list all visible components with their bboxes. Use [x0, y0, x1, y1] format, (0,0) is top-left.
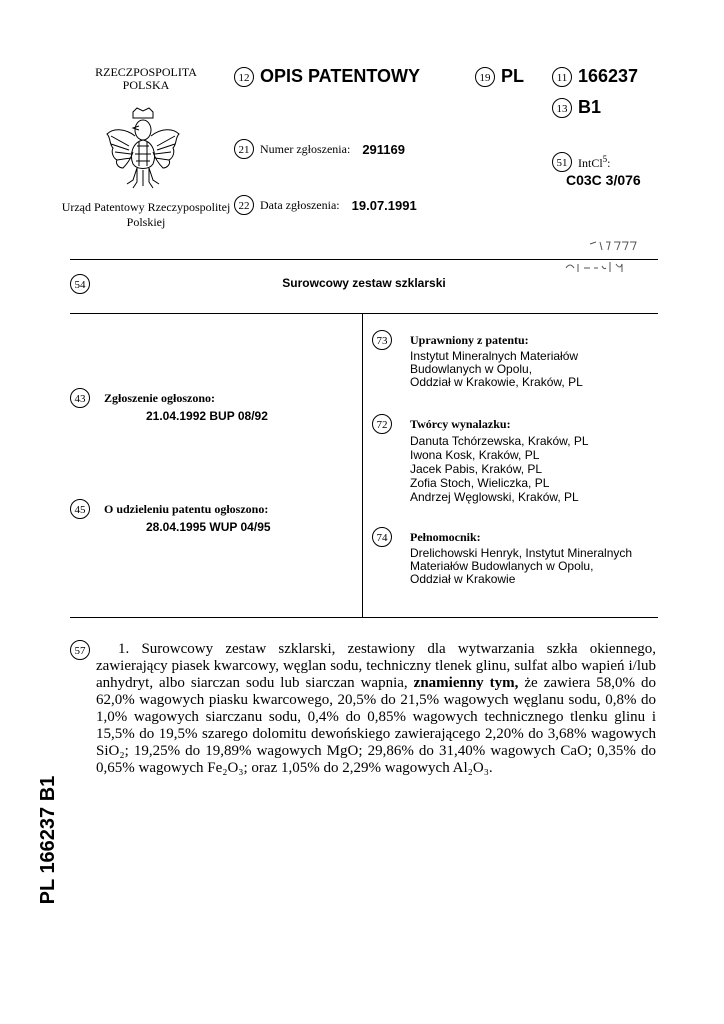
- columns-bottom-rule: [70, 617, 658, 618]
- abstract-characterizing-phrase: znamienny tym,: [413, 675, 519, 691]
- inid-code-22: 22: [234, 195, 254, 215]
- inid-code-54: 54: [70, 274, 90, 294]
- inid-code-73: 73: [372, 330, 392, 350]
- holder-line: Instytut Mineralnych Materiałów: [410, 349, 579, 363]
- inid-code-11: 11: [552, 67, 572, 87]
- abstract-preamble: 1. Surowcowy zestaw szklarski, zestawiony dla wytwarzania szkła okiennego, zawierający piasek kwarcowy, węglan sodu, techniczny tlenek glinu, sulfat albo wapień i/lub anhydryt, albo siarczan sodu lub siarczan wapnia,: [96, 641, 656, 691]
- inventor-item: Iwona Kosk, Kraków, PL: [410, 448, 540, 462]
- int-cl-edition: 5: [602, 153, 608, 164]
- attorney-line: Drelichowski Henryk, Instytut Mineralnych: [410, 546, 633, 560]
- polish-eagle-emblem: [103, 106, 183, 192]
- int-cl-value: C03C 3/076: [566, 172, 641, 188]
- application-number-row: [234, 139, 405, 159]
- column-divider: [362, 313, 363, 617]
- attorney-line: Materiałów Budowlanych w Opolu,: [410, 559, 594, 573]
- country-code: PL: [501, 66, 525, 86]
- inventor-item: Andrzej Węglowski, Kraków, PL: [410, 490, 579, 504]
- abstract-claim-body: że zawiera 58,0% do 62,0% wagowych piasku kwarcowego, 20,5% do 21,5% wagowych węglanu sodu, 0,8% do 1,0% wagowych siarczanu sodu, 0,4% do 0,85% wagowych technicznego tlenku glinu i 15,5% do 19,5% szarego dolomitu dewońskiego zawierającego 2,20% do 3,68% wagowych SiO₂; 19,25% do 19,89% wagowych MgO; 29,86% do 31,40% wagowych CaO; 0,35% do 0,65% wagowych Fe₂O₃; oraz 1,05% do 2,29% wagowych Al₂O₃.: [96, 675, 657, 776]
- side-patent-label: PL 166237 B1: [37, 775, 59, 905]
- kind-code-row: [552, 97, 601, 118]
- inventors-list: [410, 434, 589, 504]
- filing-date-label: Data zgłoszenia:: [260, 197, 340, 212]
- inid-code-43: 43: [70, 388, 90, 408]
- inventor-item: Jacek Pabis, Kraków, PL: [410, 462, 543, 476]
- invention-title: Surowcowy zestaw szklarski: [282, 276, 446, 290]
- holder-line: Oddział w Krakowie, Kraków, PL: [410, 375, 583, 389]
- abstract-text: [96, 641, 656, 777]
- inid-code-45: 45: [70, 499, 90, 519]
- holder-label: Uprawniony z patentu:: [410, 333, 529, 347]
- inventor-item: Danuta Tchórzewska, Kraków, PL: [410, 434, 589, 448]
- inid-code-72: 72: [372, 414, 392, 434]
- filing-date-row: [234, 195, 417, 215]
- attorney-name: [410, 547, 632, 586]
- application-number-label: Numer zgłoszenia:: [260, 141, 351, 156]
- inid-code-57: 57: [70, 640, 90, 660]
- doc-type-row: [234, 66, 420, 87]
- title-top-rule: [70, 259, 658, 260]
- grant-value: 28.04.1995 WUP 04/95: [146, 520, 271, 534]
- attorney-line: Oddział w Krakowie: [410, 572, 516, 586]
- country-name: RZECZPOSPOLITA POLSKA: [95, 65, 197, 92]
- inid-code-12: 12: [234, 67, 254, 87]
- inid-code-13: 13: [552, 98, 572, 118]
- inid-code-51: 51: [552, 152, 572, 172]
- inid-code-21: 21: [234, 139, 254, 159]
- kind-code: B1: [578, 97, 602, 117]
- inventor-item: Zofia Stoch, Wieliczka, PL: [410, 476, 550, 490]
- inid-code-74: 74: [372, 527, 392, 547]
- int-cl-colon: :: [607, 155, 611, 170]
- inid-code-19: 19: [475, 67, 495, 87]
- attorney-label: Pełnomocnik:: [410, 530, 481, 544]
- patent-number-row: [552, 66, 638, 87]
- int-cl-label-wrap: [578, 153, 611, 170]
- doc-type: OPIS PATENTOWY: [260, 66, 421, 86]
- handwritten-marks: [560, 234, 656, 280]
- holder-line: Budowlanych w Opolu,: [410, 362, 533, 376]
- filing-date: 19.07.1991: [351, 197, 417, 213]
- grant-label: O udzieleniu patentu ogłoszono:: [104, 502, 269, 516]
- title-bottom-rule: [70, 313, 658, 314]
- announcement-value: 21.04.1992 BUP 08/92: [146, 409, 268, 423]
- application-number: 291169: [362, 141, 405, 157]
- holder-name: [410, 350, 583, 389]
- patent-number: 166237: [578, 66, 639, 86]
- inventors-label: Twórcy wynalazku:: [410, 417, 511, 431]
- int-cl-row: [552, 152, 611, 172]
- patent-office-name: Urząd Patentowy Rzeczypospolitej Polskiej: [61, 200, 231, 229]
- int-cl-label: IntCl: [578, 155, 603, 170]
- country-code-row: [475, 66, 524, 87]
- announcement-label: Zgłoszenie ogłoszono:: [104, 391, 215, 405]
